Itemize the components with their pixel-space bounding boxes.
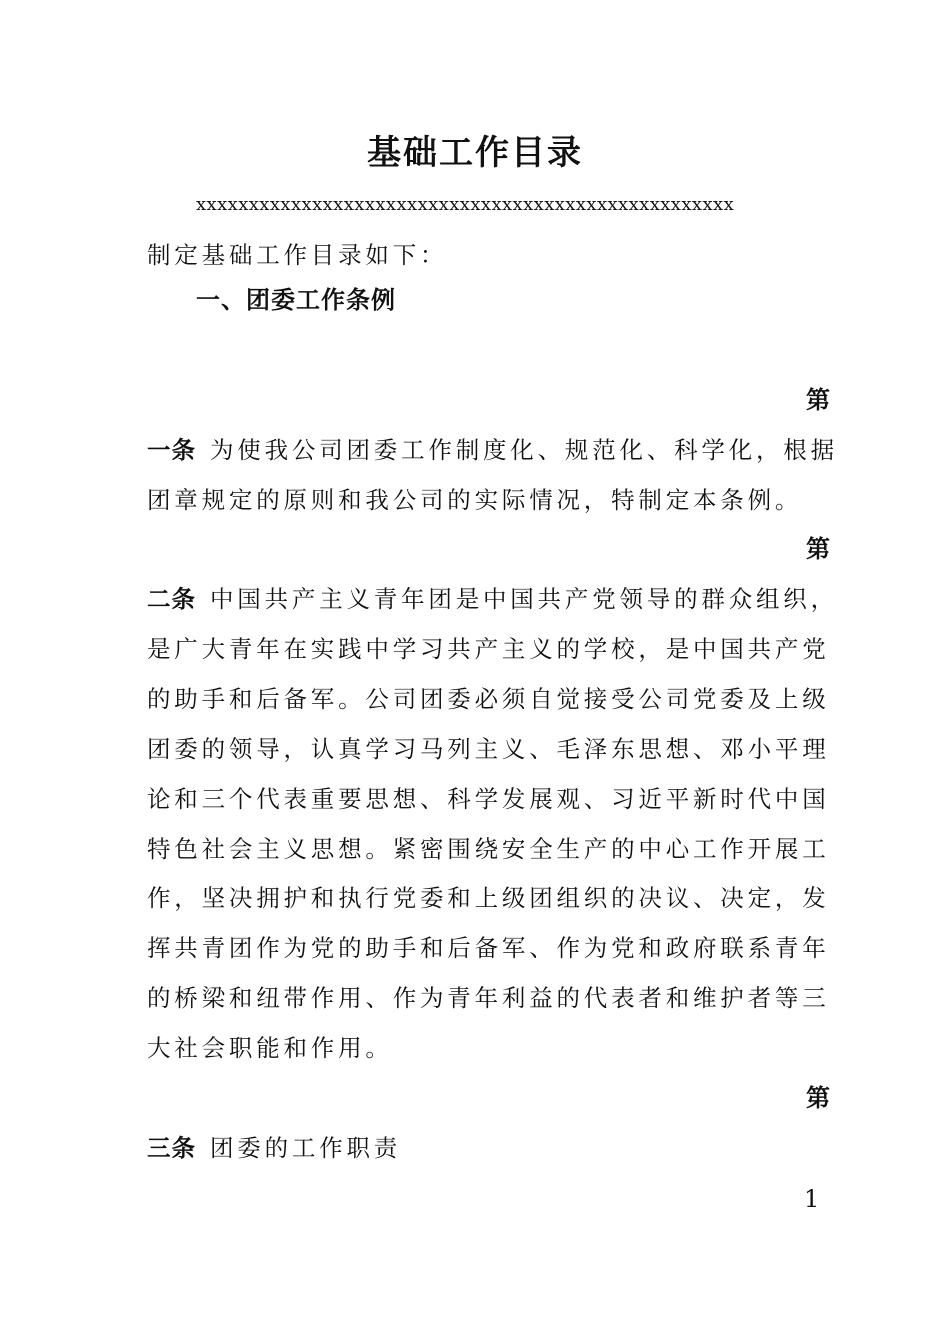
- article-text: 团章规定的原则和我公司的实际情况，特制定本条例。: [147, 486, 803, 514]
- article-text: 大社会职能和作用。: [147, 1034, 393, 1062]
- section-heading: 一、团委工作条例: [196, 285, 396, 314]
- article-marker: 第: [806, 385, 830, 414]
- article-line: [147, 433, 838, 467]
- article-number: 一条: [147, 436, 196, 464]
- article-marker: 第: [806, 1083, 830, 1112]
- article-number: 二条: [147, 585, 196, 613]
- page-number: 1: [804, 1185, 820, 1213]
- article-text: 是广大青年在实践中学习共产主义的学校，是中国共产党: [147, 635, 830, 663]
- page-title: 基础工作目录: [367, 133, 583, 173]
- article-text: 特色社会主义思想。紧密围绕安全生产的中心工作开展工: [147, 835, 830, 863]
- article-text: 中国共产主义青年团是中国共产党领导的群众组织，: [210, 585, 838, 613]
- article-text: 团委的工作职责: [210, 1134, 402, 1162]
- article-text: 为使我公司团委工作制度化、规范化、科学化，根据: [210, 436, 838, 464]
- article-line: [147, 1131, 827, 1165]
- article-number: 三条: [147, 1134, 196, 1162]
- article-line: [147, 582, 838, 616]
- intro-placeholder-text: xxxxxxxxxxxxxxxxxxxxxxxxxxxxxxxxxxxxxxxxxxxxxxxxxxx: [196, 194, 735, 215]
- article-text: 作，坚决拥护和执行党委和上级团组织的决议、决定，发: [147, 884, 830, 912]
- intro-text: 制定基础工作目录如下：: [147, 241, 448, 269]
- article-text: 的桥梁和纽带作用、作为青年利益的代表者和维护者等三: [147, 984, 830, 1012]
- article-text: 的助手和后备军。公司团委必须自觉接受公司党委及上级: [147, 685, 830, 713]
- article-text: 团委的领导，认真学习马列主义、毛泽东思想、邓小平理: [147, 735, 830, 763]
- article-text: 论和三个代表重要思想、科学发展观、习近平新时代中国: [147, 785, 830, 813]
- article-text: 挥共青团作为党的助手和后备军、作为党和政府联系青年: [147, 934, 830, 962]
- article-marker: 第: [806, 534, 830, 563]
